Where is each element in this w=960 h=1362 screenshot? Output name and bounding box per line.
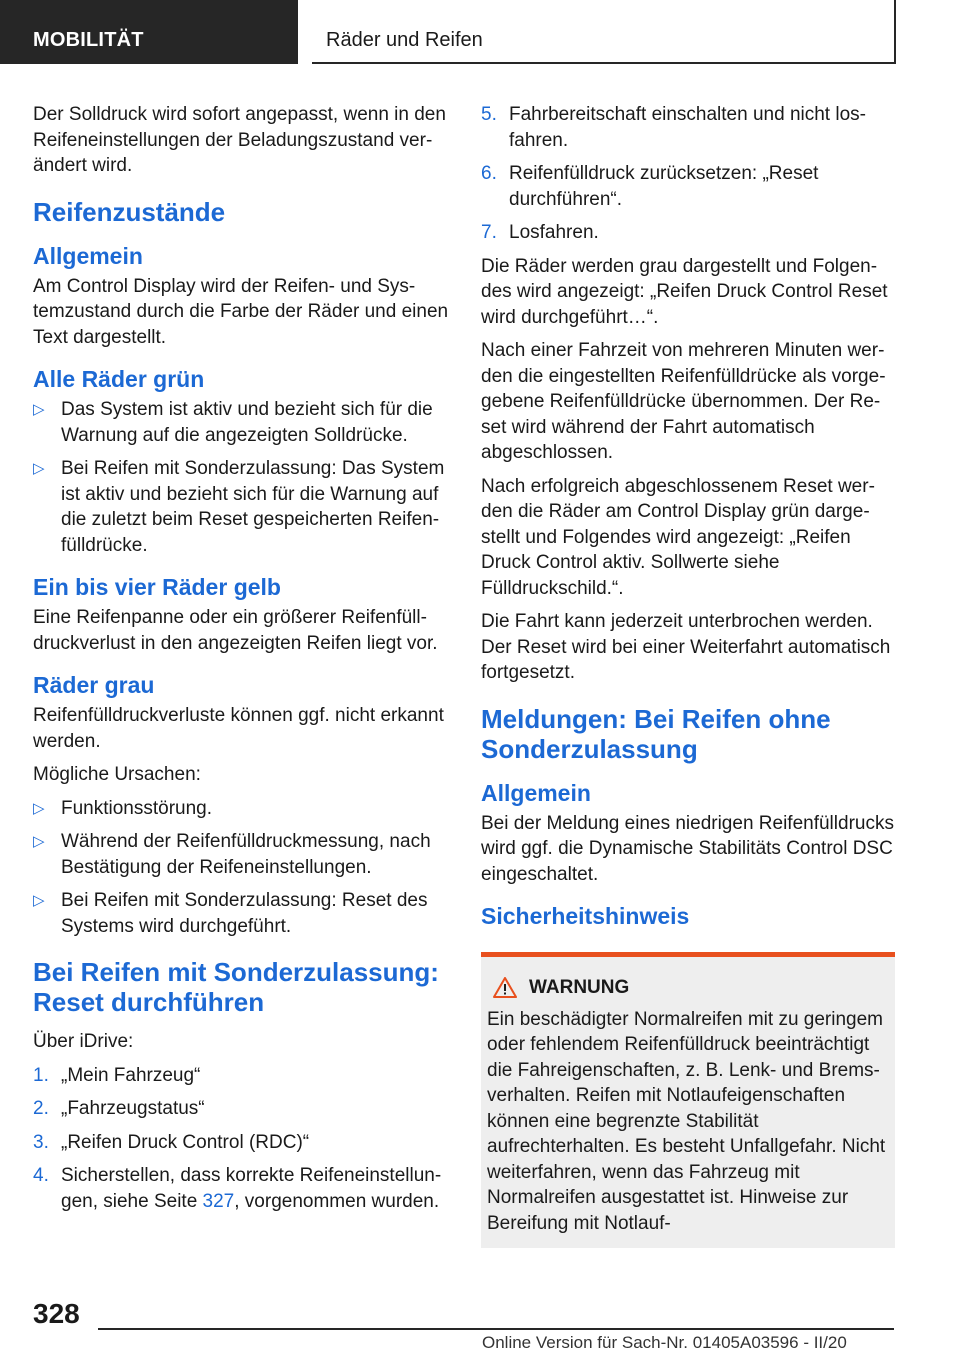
heading-raeder-gelb: Ein bis vier Räder gelb (33, 574, 281, 600)
header-chapter-tab (312, 0, 896, 64)
list-item: ▷ Bei Reifen mit Sonderzulassung: Das System ist aktiv und bezieht sich für die Warnung auf die zuletzt beim Reset gespeicherten Reifenfülldrücke. (33, 458, 445, 556)
list-item: ▷ Während der Reifenfülldruckmessung, nach Bestätigung der Reifeneinstellungen. (33, 831, 431, 878)
list-item: ▷ Bei Reifen mit Sonderzulassung: Reset des Systems wird durchgeführt. (33, 890, 428, 937)
step-item: 2. „Fahrzeugstatus“ (33, 1098, 205, 1119)
warning-text: Ein beschädigter Normalreifen mit zu geringem oder fehlendem Reifenfülldruck beeinträchtigt die Fahreigenschaften, z. B. Lenk- und Bremsverhalten. Reifen mit Notlaufeigenschaften können eine begrenzte Stabilität aufrechterhalten. Es besteht Unfallgefahr. Nicht weiterfahren, wenn das Fahrzeug mit Normalreifen ausgestattet ist. Hinweise zur Bereifung mit Notlauf- (487, 1008, 886, 1234)
paragraph-grau: Reifenfülldruckverluste können ggf. nicht erkannt werden. (33, 705, 444, 752)
heading-reset-durchfuehren: Bei Reifen mit Sonderzulassung: Reset durchführen (33, 957, 439, 1017)
paragraph-allgemein: Am Control Display wird der Reifen- und Systemzustand durch die Farbe der Räder und einen Text dargestellt. (33, 275, 449, 348)
steps-list-left (33, 1063, 451, 1215)
heading-sicherheitshinweis: Sicherheitshinweis (481, 903, 690, 929)
paragraph-reset-grau: Die Räder werden grau dargestellt und Folgendes wird angezeigt: „Reifen Druck Control Reset wird durchgeführt…“. (481, 255, 888, 328)
heading-reifenzustaende: Reifenzustände (33, 196, 226, 227)
triangle-bullet-icon: ▷ (33, 401, 45, 418)
list-item: ▷ Das System ist aktiv und bezieht sich für die Warnung auf die angezeigten Solldrücke. (33, 399, 433, 446)
paragraph-fahrzeit: Nach einer Fahrzeit von mehreren Minuten werden die eingestellten Reifenfülldrücke als vorgegebene Reifenfülldrücke übernommen. Der Reset wird während der Fahrt automatisch abgeschlossen. (481, 340, 886, 463)
footer-divider (98, 1328, 894, 1330)
list-gruen (33, 397, 451, 558)
step-item: 5. Fahrbereitschaft einschalten und nicht losfahren. (481, 104, 866, 151)
list-item: ▷ Funktionsstörung. (33, 796, 451, 822)
step-item: 6. Reifenfülldruck zurücksetzen: „Reset durchführen“. (481, 163, 819, 210)
paragraph-allgemein-right: Bei der Meldung eines niedrigen Reifenfülldrucks wird ggf. die Dynamische Stabilitäts Control DSC eingeschaltet. (481, 812, 894, 885)
heading-allgemein-right: Allgemein (481, 779, 591, 806)
paragraph-idrive: Über iDrive: (33, 1031, 134, 1052)
step-item: 7. Losfahren. (481, 222, 599, 243)
paragraph-ursachen: Mögliche Ursachen: (33, 764, 201, 785)
triangle-bullet-icon: ▷ (33, 460, 45, 477)
step-item: 4. Sicherstellen, dass korrekte Reifeneinstellungen, siehe Seite 327, vorgenommen wurden. (33, 1165, 442, 1212)
page-link-327[interactable]: 327 (202, 1190, 235, 1212)
right-column (481, 102, 895, 1248)
warning-triangle-icon (493, 977, 517, 998)
header-section-label: MOBILITÄT (33, 29, 144, 51)
heading-alle-raeder-gruen: Alle Räder grün (33, 366, 205, 392)
paragraph-unterbrechung: Die Fahrt kann jederzeit unterbrochen werden. Der Reset wird bei einer Weiterfahrt automatisch fortgesetzt. (481, 611, 891, 683)
heading-raeder-grau: Räder grau (33, 672, 155, 698)
triangle-bullet-icon: ▷ (33, 799, 45, 817)
warning-title: WARNUNG (529, 977, 630, 998)
header-chapter-label: Räder und Reifen (326, 29, 483, 51)
heading-meldungen: Meldungen: Bei Reifen ohne Sonderzulassung (481, 703, 831, 764)
paragraph-reset-erfolgreich: Nach erfolgreich abgeschlossenem Reset werden die Räder am Control Display grün dargestellt und Folgendes wird angezeigt: „Reifen Druck Control aktiv. Sollwerte siehe Fülldruckschild.“. (481, 475, 875, 599)
warning-box (481, 957, 895, 1248)
list-grau (33, 796, 451, 940)
step-item: 3. „Reifen Druck Control (RDC)“ (33, 1131, 310, 1153)
warning-header (487, 975, 887, 1001)
triangle-bullet-icon: ▷ (33, 833, 45, 850)
intro-paragraph: Der Solldruck wird sofort angepasst, wenn in den Reifeneinstellungen der Beladungszustand verändert wird. (33, 104, 446, 176)
paragraph-gelb: Eine Reifenpanne oder ein größerer Reifenfülldruckverlust in den angezeigten Reifen liegt vor. (33, 607, 438, 654)
step-item: 1. „Mein Fahrzeug“ (33, 1064, 201, 1086)
left-column (33, 102, 451, 1222)
page-number: 328 (33, 1298, 80, 1329)
header-section-tab (0, 0, 298, 64)
footer-version-text: Online Version für Sach-Nr. 01405A03596 - II/20 (482, 1333, 847, 1352)
triangle-bullet-icon: ▷ (33, 892, 45, 909)
steps-list-right (481, 102, 895, 246)
heading-allgemein: Allgemein (33, 242, 143, 269)
